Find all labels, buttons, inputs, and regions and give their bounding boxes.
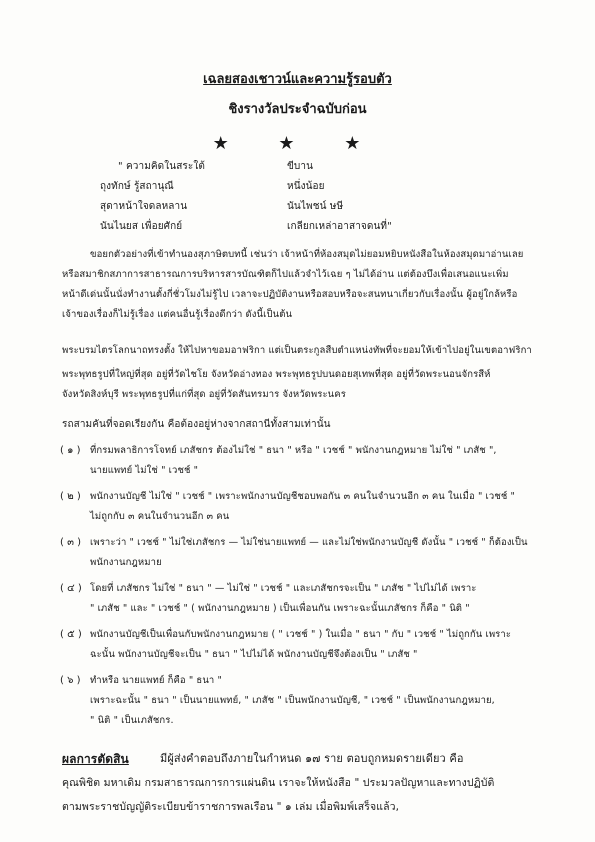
paragraph-1-line-4: เจ้าของเรื่องก็ไม่รู้เรื่อง แต่คนอื่นรู้เรื่องดีกว่า ดังนี้เป็นต้น bbox=[62, 309, 293, 320]
item-5-number: ( ๕ ) bbox=[60, 629, 82, 640]
item-6-line-1: ทำหรือ นายแพทย์ ก็คือ " ธนา " bbox=[90, 675, 222, 686]
item-3-line-2: พนักงานกฎหมาย bbox=[90, 557, 162, 568]
item-1-line-2: นายแพทย์ ไม่ใช่ " เวชช์ " bbox=[90, 465, 199, 476]
quiz-left-1: " ความคิดในสระใต้ bbox=[118, 161, 205, 172]
item-1-number: ( ๑ ) bbox=[60, 445, 81, 456]
paragraph-1-line-1: ขอยกตัวอย่างที่เข้าทำนองสุภาษิตบทนี้ เช่นว่า เจ้าหน้าที่ห้องสมุดไม่ยอมหยิบหนังสือในห้องสมุดมาอ่านเลย bbox=[90, 249, 524, 260]
item-6-line-2: เพราะฉะนั้น " ธนา " เป็นนายแพทย์, " เภสัช " เป็นพนักงานบัญชี, " เวชช์ " เป็นพนักงานกฎหมาย, bbox=[90, 695, 495, 706]
paragraph-2-line-1: พระบรมไตรโลกนาถทรงตั้ง ให้ไปหาขอมอาฟริกา แต่เป็นตระกูลสืบตำแหน่งทัพที่จะยอมให้เข้าไปอยู่ในเขตอาฟริกา bbox=[62, 345, 532, 356]
page-subtitle: ชิงรางวัลประจำฉบับก่อน bbox=[228, 102, 367, 117]
result-line-1: มีผู้ส่งคำตอบถึงภายในกำหนด ๑๗ ราย ตอบถูกหมดรายเดียว คือ bbox=[160, 752, 464, 765]
item-2-line-2: ไม่ถูกกับ ๓ คนในจำนวนอีก ๓ คน bbox=[90, 511, 230, 522]
item-6-number: ( ๖ ) bbox=[60, 675, 81, 686]
result-label: ผลการตัดสิน bbox=[62, 752, 129, 766]
item-6-line-3: " นิติ " เป็นเภสัชกร. bbox=[90, 715, 174, 726]
quiz-right-4: เกลียกเหล่าอาสาจดนที่" bbox=[287, 221, 392, 232]
quiz-right-3: นันไพชน์ ษษี bbox=[287, 201, 344, 212]
stars-divider: ★ ★ ★ bbox=[212, 133, 383, 154]
paragraph-2-line-2: พระพุทธรูปที่ใหญ่ที่สุด อยู่ที่วัดไชโย จังหวัดอ่างทอง พระพุทธรูปบนดอยสุเทพที่สุด อยู่ที่วัดพระนอนจักรสีห์ bbox=[62, 369, 491, 380]
item-2-number: ( ๒ ) bbox=[60, 491, 81, 502]
item-4-line-1: โดยที่ เภสัชกร ไม่ใช่ " ธนา " — ไม่ใช่ " เวชช์ " และเภสัชกรจะเป็น " เภสัช " ไปไม่ได้ เพราะ bbox=[90, 583, 477, 594]
quiz-left-2: ถุงทักษ์ รู้สถานุณี bbox=[100, 181, 174, 192]
paragraph-1-line-2: หรือสมาชิกสภาการสาธารณการบริหารสารบัณฑิตก็ไปแล้วจำไว้เฉย ๆ ไม่ได้อ่าน แต่ต้องบึงเพื่อเสนอแนะเพิ่ม bbox=[62, 269, 509, 280]
paragraph-2-line-3: จังหวัดสิงห์บุรี พระพุทธรูปที่แก่ที่สุด อยู่ที่วัดสันทรมาร จังหวัดพระนคร bbox=[62, 389, 346, 400]
item-5-line-1: พนักงานบัญชีเป็นเพื่อนกับพนักงานกฎหมาย ( " เวชช์ " ) ในเมื่อ " ธนา " กับ " เวชช์ " ไม่ถูกกัน เพราะ bbox=[90, 629, 512, 640]
item-1-line-1: ที่กรมพลาธิการโจทย์ เภสัชกร ต้องไม่ใช่ " ธนา " หรือ " เวชช์ " พนักงานกฎหมาย ไม่ใช่ " เภสัช ", bbox=[90, 445, 497, 456]
page-title: เฉลยสองเชาวน์และความรู้รอบตัว bbox=[203, 72, 392, 87]
item-4-number: ( ๔ ) bbox=[60, 583, 82, 594]
item-4-line-2: " เภสัช " และ " เวชช์ " ( พนักงานกฎหมาย ) เป็นเพื่อนกัน เพราะฉะนั้นเภสัชกร ก็คือ " นิติ " bbox=[90, 603, 470, 614]
quiz-left-3: สุดาหน้าใจดลหลาน bbox=[100, 201, 188, 212]
item-2-line-1: พนักงานบัญชี ไม่ใช่ " เวชช์ " เพราะพนักงานบัญชีชอบพอกัน ๓ คนในจำนวนอีก ๓ คน ในเมื่อ " เวชช์ " bbox=[90, 491, 516, 502]
item-5-line-2: ฉะนั้น พนักงานบัญชีจะเป็น " ธนา " ไปไม่ได้ พนักงานบัญชีจึงต้องเป็น " เภสัช " bbox=[90, 649, 418, 660]
quiz-right-2: หนึ่งน้อย bbox=[287, 181, 325, 192]
paragraph-1-line-3: หน้าดีเด่นนั้นนั่งทำงานตั้งกี่ชั่วโมงไม่รู้ไป เวลาจะปฏิบัติงานหรือสอบหรือจะสนทนาเกี่ยวกับเรื่องนั้น ผู้อยู่ใกล้หรือ bbox=[62, 289, 518, 300]
quiz-left-4: นันไนยส เพื่อยศักย์ bbox=[100, 221, 183, 232]
item-3-number: ( ๓ ) bbox=[60, 537, 81, 548]
item-3-line-1: เพราะว่า " เวชช์ " ไม่ใช่เภสัชกร — ไม่ใช่นายแพทย์ — และไม่ใช่พนักงานบัญชี ดังนั้น " เวชช์ " ก็ต้องเป็น bbox=[90, 537, 528, 548]
quiz-right-1: ขีบาน bbox=[287, 161, 314, 172]
answer-intro: รถสามคันที่จอดเรียงกัน คือต้องอยู่ห่างจากสถานีทั้งสามเท่านั้น bbox=[62, 419, 331, 430]
result-line-2: คุณพิชิต มหาเดิม กรมสาธารณการการแผ่นดิน เราจะให้หนังสือ " ประมวลปัญหาและทางปฏิบัติ bbox=[62, 777, 495, 789]
result-line-3: ตามพระราชบัญญัติระเบียบข้าราชการพลเรือน " ๑ เล่ม เมื่อพิมพ์เสร็จแล้ว, bbox=[62, 801, 400, 813]
